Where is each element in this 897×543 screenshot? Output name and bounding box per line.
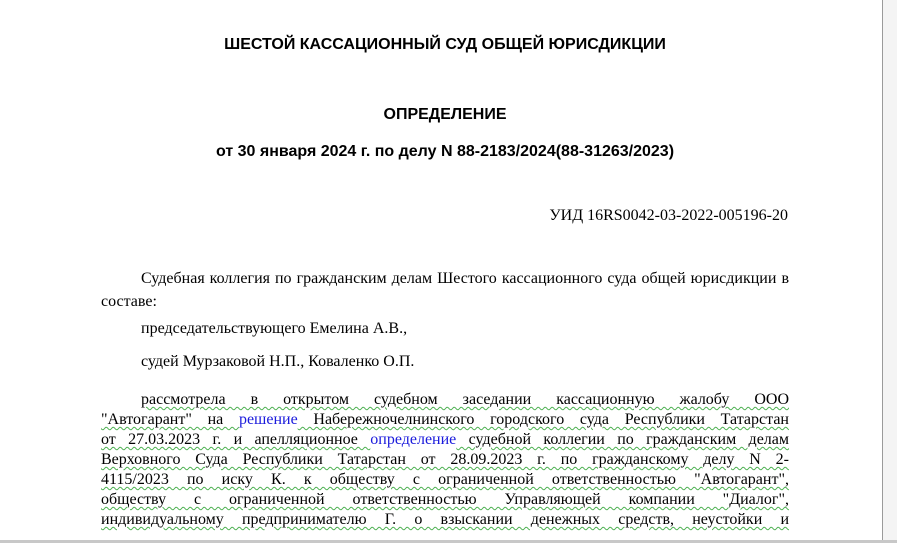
document-date-case-heading: от 30 января 2024 г. по делу N 88-2183/2024(88-31263/2023) bbox=[215, 143, 675, 160]
considered-line-text: "Автогарант" на bbox=[101, 411, 239, 428]
page-gutter bbox=[883, 0, 897, 543]
considered-line bbox=[101, 450, 789, 470]
intro-paragraph-text: Судебная коллегия по гражданским делам Шестого кассационного суда общей юрисдикции в составе: bbox=[101, 270, 789, 310]
considered-line-text: от 27.03.2023 г. и апелляционное bbox=[101, 431, 371, 448]
considered-line bbox=[101, 410, 789, 430]
considered-line bbox=[101, 470, 789, 490]
considered-line-text: рассмотрела в открытом судебном заседании кассационную жалобу ООО bbox=[141, 391, 789, 408]
page-right-edge bbox=[882, 0, 883, 543]
judges-line: судей Мурзаковой Н.П., Коваленко О.П. bbox=[141, 353, 415, 370]
considered-line bbox=[101, 490, 789, 510]
considered-line-text: 4115/2023 по иску К. к обществу с ограниченной ответственностью "Автогарант", bbox=[101, 471, 789, 488]
intro-paragraph bbox=[101, 267, 789, 313]
decision-link[interactable]: решение bbox=[238, 411, 298, 428]
case-uid: УИД 16RS0042-03-2022-005196-20 bbox=[549, 207, 788, 224]
presiding-judge-line: председательствующего Емелина А.В., bbox=[141, 320, 408, 337]
considered-line-text: обществу с ограниченной ответственностью Управляющей компании "Диалог", bbox=[101, 491, 789, 508]
document-type-heading: ОПРЕДЕЛЕНИЕ bbox=[383, 106, 507, 123]
court-name-heading: ШЕСТОЙ КАССАЦИОННЫЙ СУД ОБЩЕЙ ЮРИСДИКЦИИ bbox=[224, 36, 666, 53]
considered-line-text: Набережночелнинского городского суда Республики Татарстан bbox=[297, 411, 789, 428]
considered-paragraph bbox=[101, 390, 789, 530]
appeal-ruling-link[interactable]: определение bbox=[370, 431, 457, 448]
considered-line-text: Верховного Суда Республики Татарстан от 28.09.2023 г. по гражданскому делу N 2- bbox=[101, 451, 789, 468]
considered-line bbox=[101, 510, 789, 530]
considered-line bbox=[101, 390, 789, 410]
considered-line bbox=[101, 430, 789, 450]
considered-line-text: индивидуальному предпринимателю Г. о взыскании денежных средств, неустойки и bbox=[101, 511, 789, 528]
considered-line-text: судебной коллегии по гражданским делам bbox=[456, 431, 790, 448]
